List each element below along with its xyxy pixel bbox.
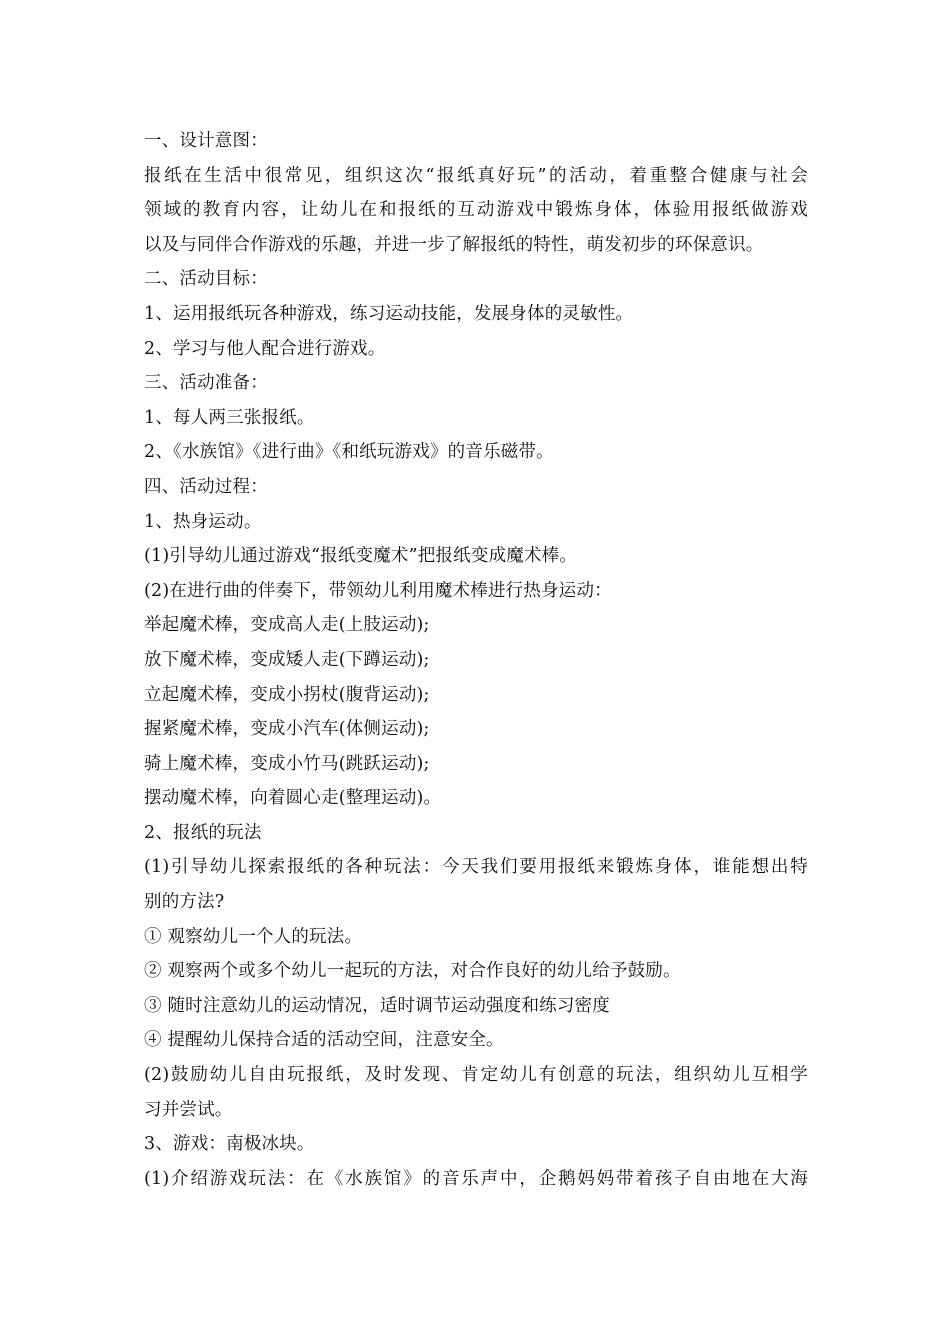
list-item: (2)在进行曲的伴奏下，带领幼儿利用魔术棒进行热身运动：	[144, 580, 612, 601]
document-body	[144, 124, 808, 1196]
numbered-note: ① 观察幼儿一个人的玩法。	[144, 926, 363, 947]
numbered-note: ③ 随时注意幼儿的运动情况，适时调节运动强度和练习密度	[144, 995, 610, 1016]
subsection-heading: 3、游戏：南极冰块。	[144, 1134, 315, 1155]
list-item: (1)介绍游戏玩法：在《水族馆》的音乐声中，企鹅妈妈带着孩子自由地在大海	[144, 1168, 808, 1189]
list-item: (2)鼓励幼儿自由玩报纸，及时发现、肯定幼儿有创意的玩法，组织幼儿互相学	[144, 1065, 808, 1086]
section-heading-preparation: 三、活动准备：	[144, 373, 268, 394]
list-item-continuation: 别的方法?	[144, 892, 225, 913]
section-heading-process: 四、活动过程：	[144, 476, 268, 497]
paragraph-line: 以及与同伴合作游戏的乐趣，并进一步了解报纸的特性，萌发初步的环保意识。	[144, 234, 764, 255]
exercise-line: 握紧魔术棒，变成小汽车(体侧运动);	[144, 719, 430, 740]
list-item: (1)引导幼儿探索报纸的各种玩法：今天我们要用报纸来锻炼身体，谁能想出特	[144, 857, 808, 878]
list-item: 2、《水族馆》《进行曲》《和纸玩游戏》的音乐磁带。	[144, 442, 554, 463]
section-heading-goals: 二、活动目标：	[144, 269, 268, 290]
paragraph-line: 报纸在生活中很常见，组织这次“报纸真好玩”的活动，着重整合健康与社会	[144, 165, 808, 186]
section-heading-design-intent: 一、设计意图：	[144, 131, 268, 151]
exercise-line: 举起魔术棒，变成高人走(上肢运动);	[144, 615, 430, 636]
exercise-line: 骑上魔术棒，变成小竹马(跳跃运动);	[144, 753, 430, 774]
exercise-line: 放下魔术棒，变成矮人走(下蹲运动);	[144, 649, 430, 670]
list-item: (1)引导幼儿通过游戏“报纸变魔术”把报纸变成魔术棒。	[144, 546, 578, 567]
numbered-note: ④ 提醒幼儿保持合适的活动空间，注意安全。	[144, 1030, 504, 1051]
subsection-heading: 2、报纸的玩法	[144, 822, 262, 843]
exercise-line: 摆动魔术棒，向着圆心走(整理运动)。	[144, 788, 442, 809]
numbered-note: ② 观察两个或多个幼儿一起玩的方法，对合作良好的幼儿给予鼓励。	[144, 961, 681, 982]
list-item: 1、运用报纸玩各种游戏，练习运动技能，发展身体的灵敏性。	[144, 303, 634, 324]
list-item: 2、学习与他人配合进行游戏。	[144, 338, 386, 359]
list-item: 1、每人两三张报纸。	[144, 407, 315, 428]
exercise-line: 立起魔术棒，变成小拐杖(腹背运动);	[144, 684, 430, 705]
paragraph-line: 领域的教育内容，让幼儿在和报纸的互动游戏中锻炼身体，体验用报纸做游戏	[144, 200, 808, 221]
list-item-continuation: 习并尝试。	[144, 1099, 233, 1120]
subsection-heading: 1、热身运动。	[144, 511, 262, 532]
